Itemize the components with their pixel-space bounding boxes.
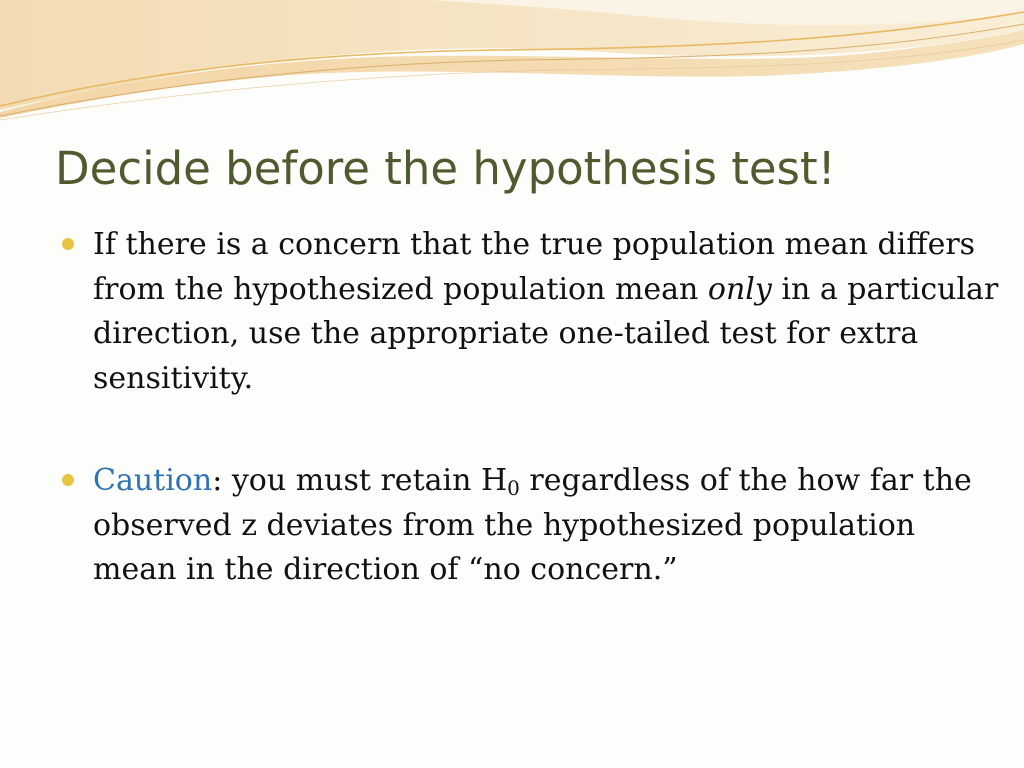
bullet-caution [62,459,1002,593]
bullet-two-text-end: regardless of the how far the observed z deviates from the hypothesized population mean in the direction of “no concern.” [93,463,972,587]
h-null-subscript: 0 [507,476,520,500]
bullet-dot-icon [62,474,74,486]
bullet-dot-icon [62,238,74,250]
bullet-list [62,223,1002,593]
caution-label: Caution [93,463,213,498]
bullet-two-text-start: : you must retain H [212,463,508,498]
bullet-one-sided-test [62,223,1002,401]
slide-title: Decide before the hypothesis test! [55,142,836,195]
decorative-wave-banner [0,0,1024,130]
bullet-one-text-end: in a particular direction, use the appropriate one-tailed test for extra sensitivity. [93,271,999,396]
bullet-one-emphasis: only [707,271,772,307]
bullet-one-text-start: If there is a concern that the true population mean differs from the hypothesized population mean [93,227,976,307]
